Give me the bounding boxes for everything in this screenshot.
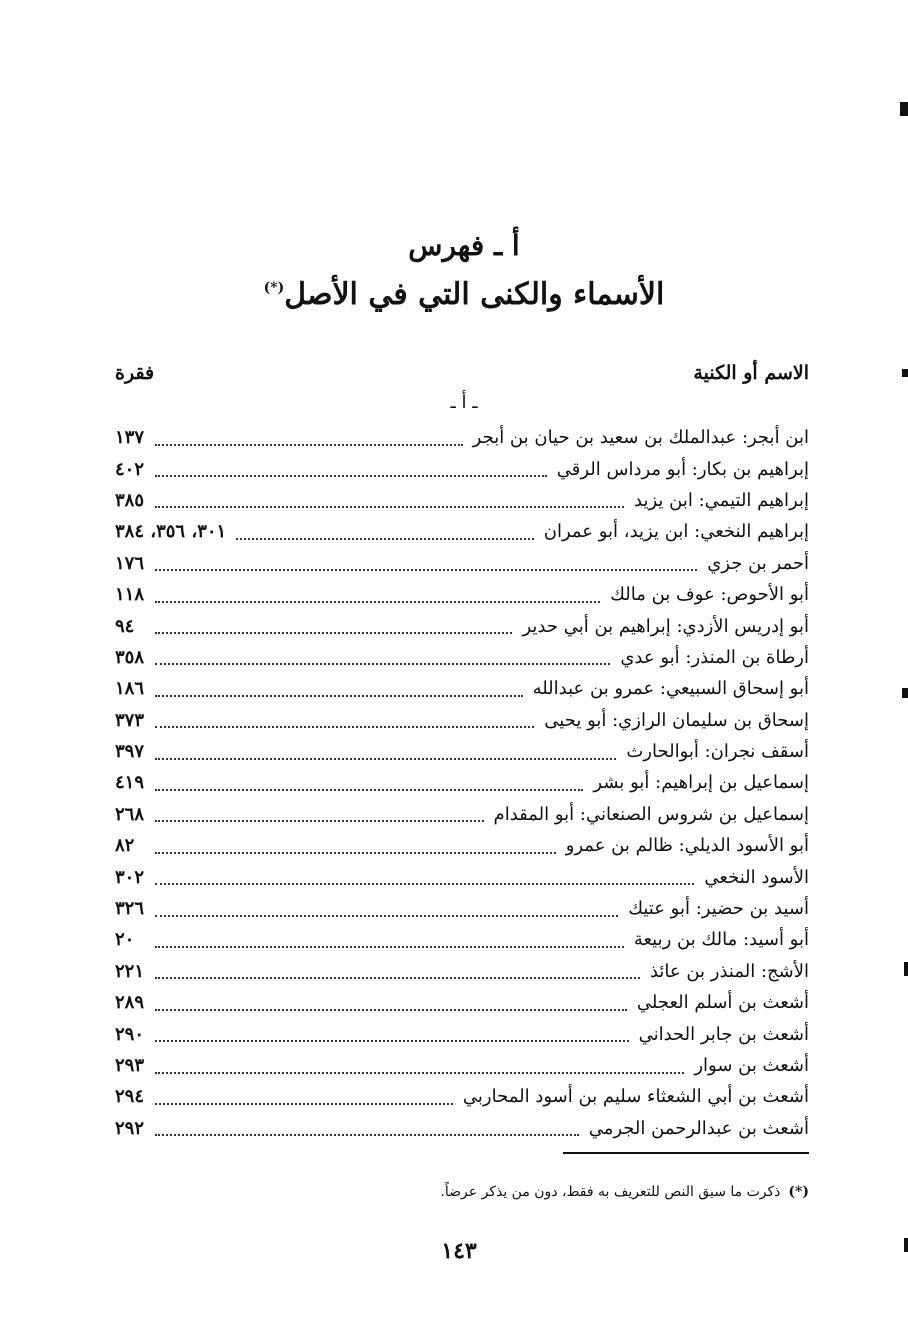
dot-leader <box>155 818 484 822</box>
dot-leader <box>155 975 640 979</box>
entry-paragraph-ref: ٢٩٢ <box>115 1117 145 1139</box>
index-entry <box>115 987 809 1018</box>
dot-leader <box>155 787 583 791</box>
dot-leader <box>155 473 547 477</box>
index-entry <box>115 422 809 453</box>
entry-paragraph-ref: ٣٠١، ٣٥٦، ٣٨٤ <box>115 521 227 543</box>
entry-name: أشعث بن أسلم العجلي <box>636 992 809 1014</box>
ref-column-header: فقرة <box>115 362 155 384</box>
title-footnote-marker: (*) <box>263 280 285 296</box>
entry-paragraph-ref: ٢٨٩ <box>115 992 145 1014</box>
index-title-line1: أ ـ فهرس <box>408 229 520 262</box>
dot-leader <box>155 913 618 917</box>
entry-paragraph-ref: ٣٢٦ <box>115 898 145 920</box>
entry-name: أشعث بن جابر الحداني <box>638 1023 809 1045</box>
dot-leader <box>236 536 534 540</box>
index-entry <box>115 830 809 861</box>
entry-paragraph-ref: ٩٤ <box>115 615 135 637</box>
margin-mark-1 <box>900 102 908 116</box>
dot-leader <box>155 1070 684 1074</box>
index-entry <box>115 673 809 704</box>
index-entry <box>115 453 809 484</box>
entry-paragraph-ref: ٤٠٢ <box>115 458 145 480</box>
entry-name: أسقف نجران: أبوالحارث <box>626 741 809 763</box>
entry-paragraph-ref: ٢٠ <box>115 929 135 951</box>
name-column-header: الاسم أو الكنية <box>693 362 809 384</box>
index-title <box>0 228 908 317</box>
entry-name: إسماعيل بن إبراهيم: أبو بشر <box>593 772 809 794</box>
entry-paragraph-ref: ٣٧٣ <box>115 709 145 731</box>
entry-paragraph-ref: ٣٨٥ <box>115 489 145 511</box>
entry-name: ابن أبجر: عبدالملك بن سعيد بن حيان بن أبجر <box>472 427 809 449</box>
entry-paragraph-ref: ٨٢ <box>115 835 135 857</box>
section-letter-text: ـ أ ـ <box>450 392 478 413</box>
page-number-text: ١٤٣ <box>441 1238 477 1264</box>
index-entry <box>115 1050 809 1081</box>
entry-paragraph-ref: ١٣٧ <box>115 427 145 449</box>
entry-name: إبراهيم بن بكار: أبو مرداس الرقي <box>556 458 809 480</box>
margin-mark-4 <box>904 962 908 976</box>
section-letter-heading <box>0 392 908 413</box>
footnote-text: ذكرت ما سيق النص للتعريف به فقط، دون من يذكر عرضاً. <box>440 1184 781 1200</box>
footnote-divider <box>563 1152 809 1154</box>
entry-paragraph-ref: ٢٩٣ <box>115 1055 145 1076</box>
dot-leader <box>155 1007 627 1011</box>
dot-leader <box>155 599 600 603</box>
entry-name: أشعث بن أبي الشعثاء سليم بن أسود المحاربي <box>462 1086 809 1108</box>
index-entry <box>115 861 809 892</box>
entry-paragraph-ref: ١٧٦ <box>115 552 145 574</box>
entry-paragraph-ref: ٢٢١ <box>115 960 145 982</box>
dot-leader <box>155 1132 579 1136</box>
dot-leader <box>155 724 534 728</box>
entry-name: أبو إسحاق السبيعي: عمرو بن عبدالله <box>532 678 809 700</box>
dot-leader <box>155 850 556 854</box>
entry-name: الأسود النخعي <box>704 866 809 888</box>
dot-leader <box>155 504 624 508</box>
index-entry <box>115 1081 809 1112</box>
entry-paragraph-ref: ٢٦٨ <box>115 803 145 825</box>
entry-paragraph-ref: ٤١٩ <box>115 772 145 794</box>
entry-paragraph-ref: ١١٨ <box>115 584 145 606</box>
entry-name: أحمر بن جزي <box>707 552 809 574</box>
dot-leader <box>155 693 523 697</box>
entry-name: أبو أسيد: مالك بن ربيعة <box>633 929 809 951</box>
page-number <box>0 1238 908 1264</box>
entry-paragraph-ref: ٢٩٠ <box>115 1023 145 1045</box>
entry-paragraph-ref: ١٨٦ <box>115 678 145 700</box>
dot-leader <box>155 630 512 634</box>
index-entry <box>115 485 809 516</box>
entry-paragraph-ref: ٣٠٢ <box>115 866 145 888</box>
index-entry <box>115 893 809 924</box>
dot-leader <box>155 1038 629 1042</box>
footnote-marker: (*) <box>788 1184 809 1200</box>
index-entry <box>115 516 809 547</box>
index-entry <box>115 736 809 767</box>
index-title-line2 <box>20 266 908 317</box>
entry-paragraph-ref: ٣٩٧ <box>115 741 145 763</box>
dot-leader <box>155 1101 453 1105</box>
entry-name: أسيد بن حضير: أبو عتيك <box>628 898 809 920</box>
entry-name: الأشج: المنذر بن عائذ <box>649 960 809 982</box>
entry-paragraph-ref: ٢٩٤ <box>115 1086 145 1108</box>
entry-name: أرطاة بن المنذر: أبو عدي <box>620 646 809 668</box>
entry-name: إسحاق بن سليمان الرازي: أبو يحيى <box>544 709 809 731</box>
index-entry <box>115 1018 809 1049</box>
index-entry <box>115 642 809 673</box>
dot-leader <box>155 567 697 571</box>
index-entry <box>115 610 809 641</box>
index-entry <box>115 579 809 610</box>
column-header-row <box>115 358 809 388</box>
index-entry <box>115 548 809 579</box>
entry-name: أبو إدريس الأزدي: إبراهيم بن أبي حدير <box>522 615 809 637</box>
index-title-text: الأسماء والكنى التي في الأصل <box>284 277 665 312</box>
index-entry <box>115 956 809 987</box>
index-entry <box>115 799 809 830</box>
entry-name: إبراهيم التيمي: ابن يزيد <box>634 489 809 511</box>
dot-leader <box>155 881 694 885</box>
dot-leader <box>155 944 624 948</box>
entry-name: أبو الأحوص: عوف بن مالك <box>610 584 809 606</box>
entry-name: أبو الأسود الديلي: ظالم بن عمرو <box>565 835 809 857</box>
footnote <box>115 1180 809 1204</box>
entry-name: أشعث بن عبدالرحمن الجرمي <box>588 1117 809 1139</box>
index-entry <box>115 924 809 955</box>
entry-name: أشعث بن سوار <box>694 1055 809 1076</box>
index-entry <box>115 705 809 736</box>
index-entries-list <box>115 422 809 1144</box>
entry-paragraph-ref: ٣٥٨ <box>115 646 145 668</box>
entry-name: إبراهيم النخعي: ابن يزيد، أبو عمران <box>543 521 809 543</box>
dot-leader <box>155 442 463 446</box>
dot-leader <box>155 756 616 760</box>
margin-mark-2 <box>902 369 908 377</box>
index-entry <box>115 767 809 798</box>
entry-name: إسماعيل بن شروس الصنعاني: أبو المقدام <box>493 803 809 825</box>
index-entry <box>115 1113 809 1144</box>
dot-leader <box>155 661 610 665</box>
margin-mark-5 <box>904 1238 908 1252</box>
margin-mark-3 <box>902 688 908 698</box>
